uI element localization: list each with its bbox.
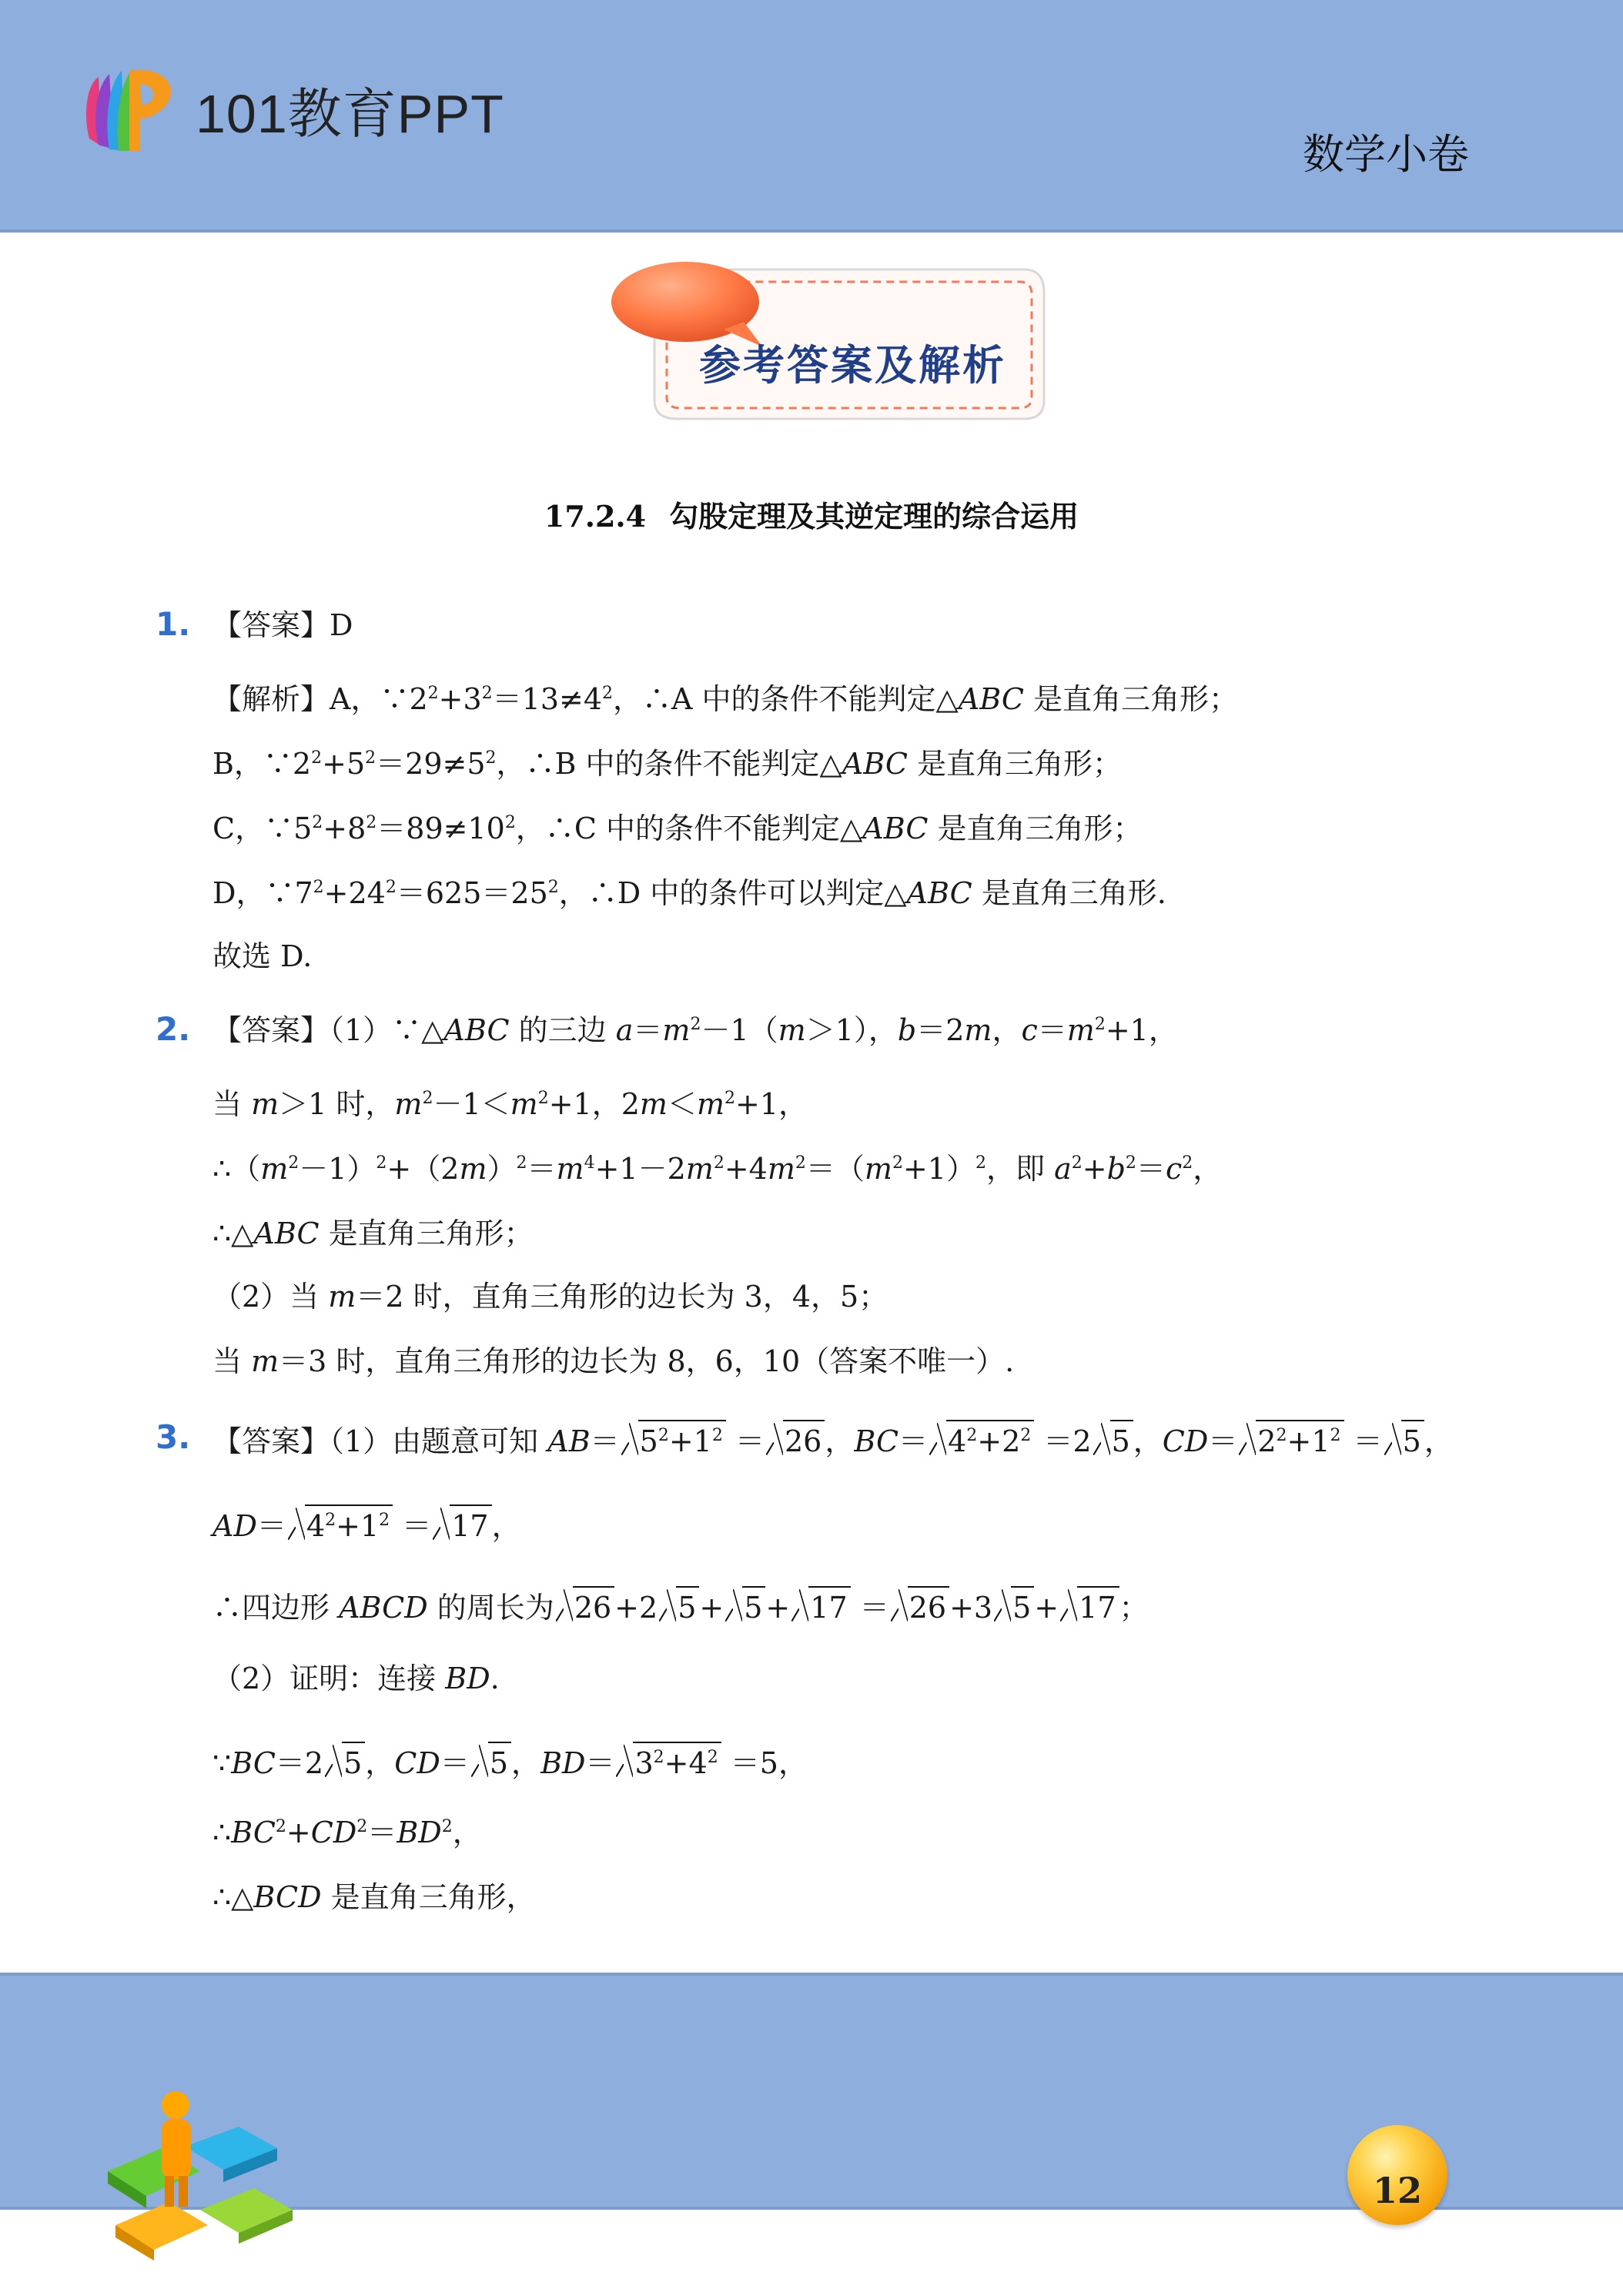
section-code: 17.2.4 bbox=[544, 499, 647, 534]
logo-text: 101教育PPT bbox=[196, 84, 504, 144]
question-number: 2. bbox=[156, 1010, 191, 1048]
badge-title: 参考答案及解析 bbox=[699, 341, 1006, 390]
q3-line-1: 【答案】（1）由题意可知 $AB= 5^2+1^2 = 26$ ，$BC= 4^2+2^2 =2$ 5 ，$CD= 2^2+1^2 = 5$ ， bbox=[212, 1418, 1454, 1460]
section-title bbox=[0, 493, 1623, 535]
q1-analysis-c: C，$\because 5^2+8^2=89\ne 10^2$，∴C 中的条件不能判定△ABC 是直角三角形； bbox=[212, 812, 1143, 845]
q1-analysis-b: B，$\because 2^2+5^2=29\ne 5^2$，∴B 中的条件不能判定△ABC 是直角三角形； bbox=[212, 747, 1122, 781]
document-type-label: 数学小卷 bbox=[1303, 130, 1469, 179]
q3-line-4: （2）证明：连接 BD. bbox=[212, 1662, 500, 1695]
q1-answer: 【答案】D bbox=[212, 608, 353, 642]
question-number: 3. bbox=[156, 1418, 191, 1456]
q2-line-6: 当 m＝3 时，直角三角形的边长为 8，6，10（答案不唯一）. bbox=[212, 1344, 1015, 1378]
q3-line-3: ∴四边形 ABCD 的周长为 26 +2 5 + 5 + 17 ＝ 26 +3 5 + 17 ； bbox=[212, 1585, 1149, 1626]
question-number: 1. bbox=[156, 605, 191, 643]
q2-line-5: （2）当 m＝2 时，直角三角形的边长为 3，4，5； bbox=[212, 1280, 888, 1314]
q1-analysis-d: D，$\because 7^2+24^2=625=25^2$，∴D 中的条件可以判定△ABC 是直角三角形. bbox=[212, 876, 1166, 910]
q3-line-2: $AD= 4^2+1^2 = 17$ ， bbox=[212, 1503, 521, 1545]
building-blocks-icon bbox=[85, 2079, 300, 2264]
q2-line-2: 当 m＞1 时，$m^2-1<m^2+1$，$2m<m^2+1$， bbox=[212, 1087, 808, 1121]
q2-line-1: 【答案】（1）∵△ABC 的三边 $a=m^2-1(m>1)$，b＝2m，$c=m^2+1$， bbox=[212, 1013, 1178, 1047]
logo-icon bbox=[75, 54, 183, 162]
page-number: 12 bbox=[1372, 2170, 1422, 2211]
q1-conclusion: 故选 D. bbox=[212, 939, 313, 973]
q2-line-4: ∴△ABC 是直角三角形； bbox=[212, 1217, 534, 1250]
q2-line-3: $\therefore(m^2-1)^2+(2m)^2=m^4+1-2m^2+4m^2=(m^2+1)^2$，即 $a^2+b^2=c^2$， bbox=[212, 1152, 1223, 1186]
q1-analysis-a: 【解析】A，$\because 2^2+3^2=13\ne 4^2$，∴A 中的条件不能判定△ABC 是直角三角形； bbox=[212, 682, 1239, 716]
q3-line-6: $\therefore BC^2+CD^2=BD^2$， bbox=[212, 1816, 482, 1849]
section-title-text: 勾股定理及其逆定理的综合运用 bbox=[669, 499, 1079, 534]
q3-line-5: ∵BC＝2 5 ，CD＝ 5 ，$BD= 3^2+4^2 =5$， bbox=[212, 1740, 808, 1782]
q3-line-7: ∴△BCD 是直角三角形， bbox=[212, 1880, 536, 1914]
